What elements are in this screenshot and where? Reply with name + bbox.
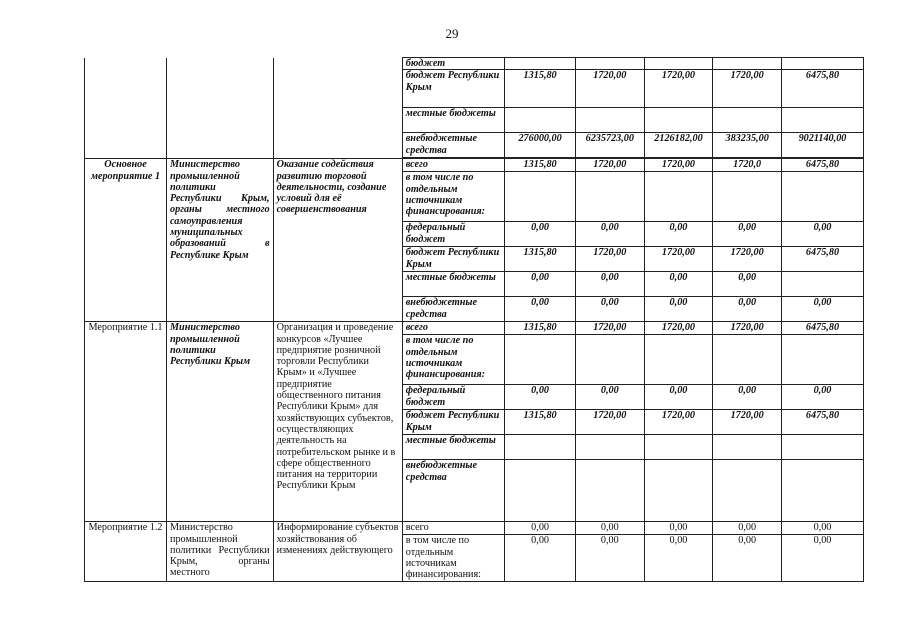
value-cell: 1315,80 [505, 322, 576, 335]
value-cell: 0,00 [505, 385, 576, 410]
value-cell: 0,00 [713, 385, 782, 410]
value-cell: 6475,80 [781, 247, 863, 272]
source-cell: внебюджетные средства [402, 297, 505, 322]
value-cell: 0,00 [575, 385, 644, 410]
value-cell: 0,00 [781, 535, 863, 582]
source-cell: в том числе по отдельным источникам финансирования: [402, 335, 505, 385]
value-cell: 1315,80 [505, 247, 576, 272]
value-cell: 0,00 [781, 385, 863, 410]
value-cell: 0,00 [781, 297, 863, 322]
executor-cell: Министерство промышленной политики Республики Крым, органы местного [167, 522, 274, 582]
value-cell: 0,00 [505, 535, 576, 582]
value-cell: 0,00 [505, 297, 576, 322]
value-cell: 0,00 [505, 222, 576, 247]
executor-cell: Министерство промышленной политики Республики Крым [167, 322, 274, 522]
value-cell: 0,00 [713, 272, 782, 297]
source-cell: федеральный бюджет [402, 385, 505, 410]
value-cell: 0,00 [644, 522, 713, 535]
source-cell: местные бюджеты [402, 108, 505, 133]
source-cell: всего [402, 522, 505, 535]
source-cell: всего [402, 159, 505, 172]
value-cell: 0,00 [781, 222, 863, 247]
value-cell: 6475,80 [781, 322, 863, 335]
value-cell: 0,00 [575, 535, 644, 582]
page-number: 29 [445, 26, 459, 41]
value-cell: 1720,00 [713, 247, 782, 272]
executor-cell: Министерство промышленной политики Республики Крым, органы местного самоуправления муниципальных образований в Республике Крым [167, 159, 274, 322]
value-cell: 1720,00 [644, 410, 713, 435]
value-cell: 1720,00 [644, 247, 713, 272]
source-cell: местные бюджеты [402, 272, 505, 297]
value-cell: 0,00 [781, 522, 863, 535]
value-cell: 0,00 [713, 535, 782, 582]
measure-name: Мероприятие 1.1 [85, 322, 167, 522]
source-cell: в том числе по отдельным источникам финансирования: [402, 172, 505, 222]
value-cell: 0,00 [644, 272, 713, 297]
value-cell: 2126182,00 [644, 133, 713, 158]
value-cell: 0,00 [505, 272, 576, 297]
table-row [85, 159, 864, 172]
source-cell: всего [402, 322, 505, 335]
table-row [85, 58, 864, 70]
value-cell: 1720,00 [575, 247, 644, 272]
value-cell: 1720,0 [713, 159, 782, 172]
budget-table [84, 57, 864, 582]
value-cell: 0,00 [644, 385, 713, 410]
table-row [85, 322, 864, 335]
value-cell: 0,00 [505, 522, 576, 535]
value-cell: 1720,00 [644, 70, 713, 108]
value-cell: 6475,80 [781, 159, 863, 172]
table-row [85, 522, 864, 535]
description-cell: Оказание содействия развитию торговой деятельности, создание условий для её совершенствования [273, 159, 402, 322]
value-cell: 0,00 [713, 522, 782, 535]
value-cell: 0,00 [575, 522, 644, 535]
value-cell: 6475,80 [781, 410, 863, 435]
value-cell: 1720,00 [644, 322, 713, 335]
value-cell: 0,00 [575, 222, 644, 247]
measure-name: Основное мероприятие 1 [85, 159, 167, 322]
value-cell: 0,00 [575, 272, 644, 297]
value-cell: 1315,80 [505, 70, 576, 108]
source-cell: бюджет Республики Крым [402, 247, 505, 272]
value-cell: 6475,80 [781, 70, 863, 108]
value-cell: 1720,00 [575, 322, 644, 335]
source-cell: федеральный бюджет [402, 222, 505, 247]
source-cell: бюджет Республики Крым [402, 70, 505, 108]
value-cell: 1720,00 [575, 70, 644, 108]
value-cell: 1720,00 [713, 70, 782, 108]
value-cell: 1315,80 [505, 159, 576, 172]
source-cell: внебюджетные средства [402, 460, 505, 522]
value-cell: 0,00 [713, 297, 782, 322]
source-cell: внебюджетные средства [402, 133, 505, 158]
value-cell: 6235723,00 [575, 133, 644, 158]
value-cell: 276000,00 [505, 133, 576, 158]
value-cell: 1720,00 [575, 159, 644, 172]
value-cell: 1315,80 [505, 410, 576, 435]
source-cell: бюджет [402, 58, 505, 70]
value-cell [781, 272, 863, 297]
description-cell: Организация и проведение конкурсов «Лучшее предприятие розничной торговли Республики Крым» и «Лучшее предприятие общественного питания Республики Крым» для хозяйствующих субъектов, осуществляющих деятельность на потребительском рынке и в сфере общественного питания на территории Республики Крым [273, 322, 402, 522]
value-cell: 1720,00 [713, 322, 782, 335]
value-cell: 0,00 [575, 297, 644, 322]
description-cell: Информирование субъектов хозяйствования об изменениях действующего [273, 522, 402, 582]
source-cell: местные бюджеты [402, 435, 505, 460]
value-cell: 383235,00 [713, 133, 782, 158]
value-cell: 9021140,00 [781, 133, 863, 158]
source-cell: бюджет Республики Крым [402, 410, 505, 435]
value-cell: 1720,00 [575, 410, 644, 435]
source-cell: в том числе по отдельным источникам финансирования: [402, 535, 505, 582]
value-cell: 1720,00 [713, 410, 782, 435]
value-cell: 0,00 [644, 535, 713, 582]
value-cell: 1720,00 [644, 159, 713, 172]
value-cell: 0,00 [644, 222, 713, 247]
measure-name: Мероприятие 1.2 [85, 522, 167, 582]
value-cell: 0,00 [713, 222, 782, 247]
value-cell: 0,00 [644, 297, 713, 322]
